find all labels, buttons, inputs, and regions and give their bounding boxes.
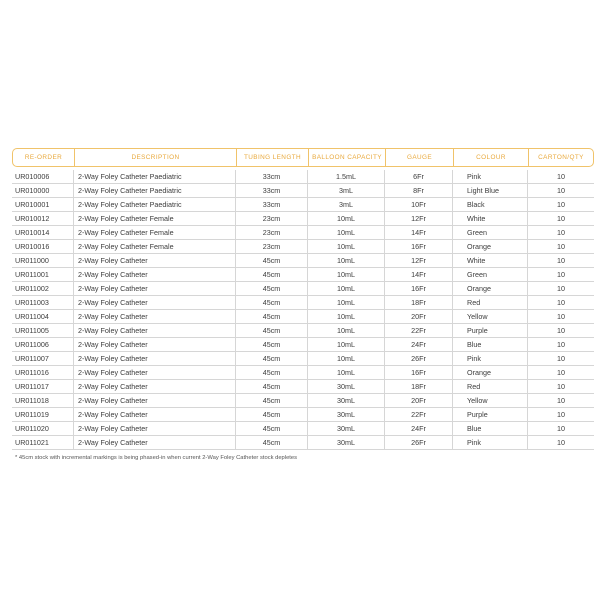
carton-qty-cell: 10 [528,254,594,268]
gauge-cell: 14Fr [385,226,453,240]
table-row [12,436,594,450]
description-cell: 2-Way Foley Catheter [74,380,236,394]
tubing-length-cell: 23cm [236,226,308,240]
carton-qty-cell: 10 [528,198,594,212]
product-sheet [12,148,594,461]
tubing-length-cell: 45cm [236,338,308,352]
tubing-length-cell: 45cm [236,282,308,296]
table-row [12,184,594,198]
table-row [12,212,594,226]
table-row [12,282,594,296]
gauge-cell: 26Fr [385,352,453,366]
header-tubing-length: TUBING LENGTH [236,148,308,167]
balloon-capacity-cell: 10mL [308,324,385,338]
balloon-capacity-cell: 30mL [308,436,385,450]
table-row [12,170,594,184]
gauge-cell: 12Fr [385,254,453,268]
balloon-capacity-cell: 30mL [308,422,385,436]
colour-cell: Orange [453,366,528,380]
table-row [12,324,594,338]
gauge-cell: 12Fr [385,212,453,226]
table-row [12,408,594,422]
gauge-cell: 20Fr [385,394,453,408]
colour-cell: Yellow [453,394,528,408]
tubing-length-cell: 45cm [236,268,308,282]
tubing-length-cell: 33cm [236,184,308,198]
balloon-capacity-cell: 30mL [308,408,385,422]
re-order-cell: UR011019 [12,408,74,422]
tubing-length-cell: 45cm [236,352,308,366]
balloon-capacity-cell: 30mL [308,394,385,408]
colour-cell: Green [453,268,528,282]
tubing-length-cell: 45cm [236,310,308,324]
tubing-length-cell: 23cm [236,240,308,254]
tubing-length-cell: 45cm [236,366,308,380]
re-order-cell: UR011001 [12,268,74,282]
description-cell: 2-Way Foley Catheter [74,268,236,282]
tubing-length-cell: 45cm [236,296,308,310]
description-cell: 2-Way Foley Catheter Female [74,212,236,226]
colour-cell: Pink [453,436,528,450]
description-cell: 2-Way Foley Catheter [74,310,236,324]
re-order-cell: UR010001 [12,198,74,212]
tubing-length-cell: 33cm [236,170,308,184]
gauge-cell: 22Fr [385,324,453,338]
carton-qty-cell: 10 [528,184,594,198]
gauge-cell: 22Fr [385,408,453,422]
gauge-cell: 8Fr [385,184,453,198]
colour-cell: Orange [453,282,528,296]
re-order-cell: UR010012 [12,212,74,226]
colour-cell: Pink [453,352,528,366]
balloon-capacity-cell: 10mL [308,366,385,380]
description-cell: 2-Way Foley Catheter Paediatric [74,198,236,212]
balloon-capacity-cell: 10mL [308,268,385,282]
table-header-row [12,148,594,167]
colour-cell: Blue [453,338,528,352]
carton-qty-cell: 10 [528,422,594,436]
colour-cell: Green [453,226,528,240]
balloon-capacity-cell: 10mL [308,212,385,226]
description-cell: 2-Way Foley Catheter [74,352,236,366]
description-cell: 2-Way Foley Catheter [74,408,236,422]
table-row [12,296,594,310]
gauge-cell: 16Fr [385,240,453,254]
gauge-cell: 18Fr [385,296,453,310]
colour-cell: Light Blue [453,184,528,198]
tubing-length-cell: 45cm [236,380,308,394]
footnote: * 45cm stock with incremental markings is being phased-in when current 2-Way Foley Catheter stock depletes [15,455,298,461]
tubing-length-cell: 45cm [236,408,308,422]
table-row [12,394,594,408]
balloon-capacity-cell: 1.5mL [308,170,385,184]
carton-qty-cell: 10 [528,338,594,352]
balloon-capacity-cell: 10mL [308,226,385,240]
table-row [12,268,594,282]
tubing-length-cell: 45cm [236,422,308,436]
table-row [12,366,594,380]
balloon-capacity-cell: 10mL [308,352,385,366]
gauge-cell: 24Fr [385,338,453,352]
re-order-cell: UR011020 [12,422,74,436]
carton-qty-cell: 10 [528,394,594,408]
carton-qty-cell: 10 [528,268,594,282]
re-order-cell: UR011002 [12,282,74,296]
table-row [12,226,594,240]
balloon-capacity-cell: 10mL [308,296,385,310]
gauge-cell: 14Fr [385,268,453,282]
tubing-length-cell: 45cm [236,254,308,268]
description-cell: 2-Way Foley Catheter [74,394,236,408]
carton-qty-cell: 10 [528,296,594,310]
re-order-cell: UR011000 [12,254,74,268]
colour-cell: Orange [453,240,528,254]
carton-qty-cell: 10 [528,310,594,324]
description-cell: 2-Way Foley Catheter [74,366,236,380]
table-row [12,338,594,352]
gauge-cell: 20Fr [385,310,453,324]
header-colour: COLOUR [453,148,528,167]
re-order-cell: UR011006 [12,338,74,352]
carton-qty-cell: 10 [528,366,594,380]
description-cell: 2-Way Foley Catheter [74,324,236,338]
header-gauge: GAUGE [385,148,453,167]
table-row [12,240,594,254]
description-cell: 2-Way Foley Catheter Paediatric [74,170,236,184]
balloon-capacity-cell: 10mL [308,240,385,254]
description-cell: 2-Way Foley Catheter [74,422,236,436]
carton-qty-cell: 10 [528,226,594,240]
tubing-length-cell: 33cm [236,198,308,212]
table-row [12,254,594,268]
colour-cell: Red [453,380,528,394]
balloon-capacity-cell: 10mL [308,282,385,296]
table-row [12,310,594,324]
re-order-cell: UR011017 [12,380,74,394]
balloon-capacity-cell: 10mL [308,310,385,324]
table-row [12,422,594,436]
carton-qty-cell: 10 [528,352,594,366]
description-cell: 2-Way Foley Catheter Paediatric [74,184,236,198]
balloon-capacity-cell: 30mL [308,380,385,394]
carton-qty-cell: 10 [528,282,594,296]
carton-qty-cell: 10 [528,240,594,254]
description-cell: 2-Way Foley Catheter [74,338,236,352]
carton-qty-cell: 10 [528,380,594,394]
balloon-capacity-cell: 10mL [308,254,385,268]
colour-cell: Purple [453,408,528,422]
tubing-length-cell: 23cm [236,212,308,226]
gauge-cell: 26Fr [385,436,453,450]
tubing-length-cell: 45cm [236,324,308,338]
balloon-capacity-cell: 10mL [308,338,385,352]
re-order-cell: UR011004 [12,310,74,324]
gauge-cell: 10Fr [385,198,453,212]
gauge-cell: 18Fr [385,380,453,394]
re-order-cell: UR010014 [12,226,74,240]
re-order-cell: UR011007 [12,352,74,366]
re-order-cell: UR011003 [12,296,74,310]
colour-cell: Yellow [453,310,528,324]
carton-qty-cell: 10 [528,436,594,450]
tubing-length-cell: 45cm [236,394,308,408]
re-order-cell: UR010016 [12,240,74,254]
description-cell: 2-Way Foley Catheter [74,282,236,296]
table-row [12,380,594,394]
carton-qty-cell: 10 [528,212,594,226]
colour-cell: Blue [453,422,528,436]
balloon-capacity-cell: 3mL [308,184,385,198]
colour-cell: White [453,254,528,268]
re-order-cell: UR010000 [12,184,74,198]
re-order-cell: UR011021 [12,436,74,450]
gauge-cell: 16Fr [385,366,453,380]
table-row [12,352,594,366]
re-order-cell: UR011005 [12,324,74,338]
description-cell: 2-Way Foley Catheter Female [74,240,236,254]
colour-cell: Purple [453,324,528,338]
tubing-length-cell: 45cm [236,436,308,450]
header-balloon-capacity: BALLOON CAPACITY [308,148,385,167]
colour-cell: Red [453,296,528,310]
carton-qty-cell: 10 [528,324,594,338]
description-cell: 2-Way Foley Catheter [74,254,236,268]
product-table [12,148,594,450]
re-order-cell: UR011016 [12,366,74,380]
colour-cell: Black [453,198,528,212]
gauge-cell: 16Fr [385,282,453,296]
table-body [12,170,594,450]
header-description: DESCRIPTION [74,148,236,167]
gauge-cell: 6Fr [385,170,453,184]
colour-cell: Pink [453,170,528,184]
carton-qty-cell: 10 [528,408,594,422]
header-re-order: RE-ORDER [12,148,74,167]
description-cell: 2-Way Foley Catheter [74,296,236,310]
colour-cell: White [453,212,528,226]
description-cell: 2-Way Foley Catheter [74,436,236,450]
balloon-capacity-cell: 3mL [308,198,385,212]
re-order-cell: UR010006 [12,170,74,184]
carton-qty-cell: 10 [528,170,594,184]
header-carton-qty: CARTON/QTY [528,148,594,167]
gauge-cell: 24Fr [385,422,453,436]
description-cell: 2-Way Foley Catheter Female [74,226,236,240]
table-row [12,198,594,212]
re-order-cell: UR011018 [12,394,74,408]
